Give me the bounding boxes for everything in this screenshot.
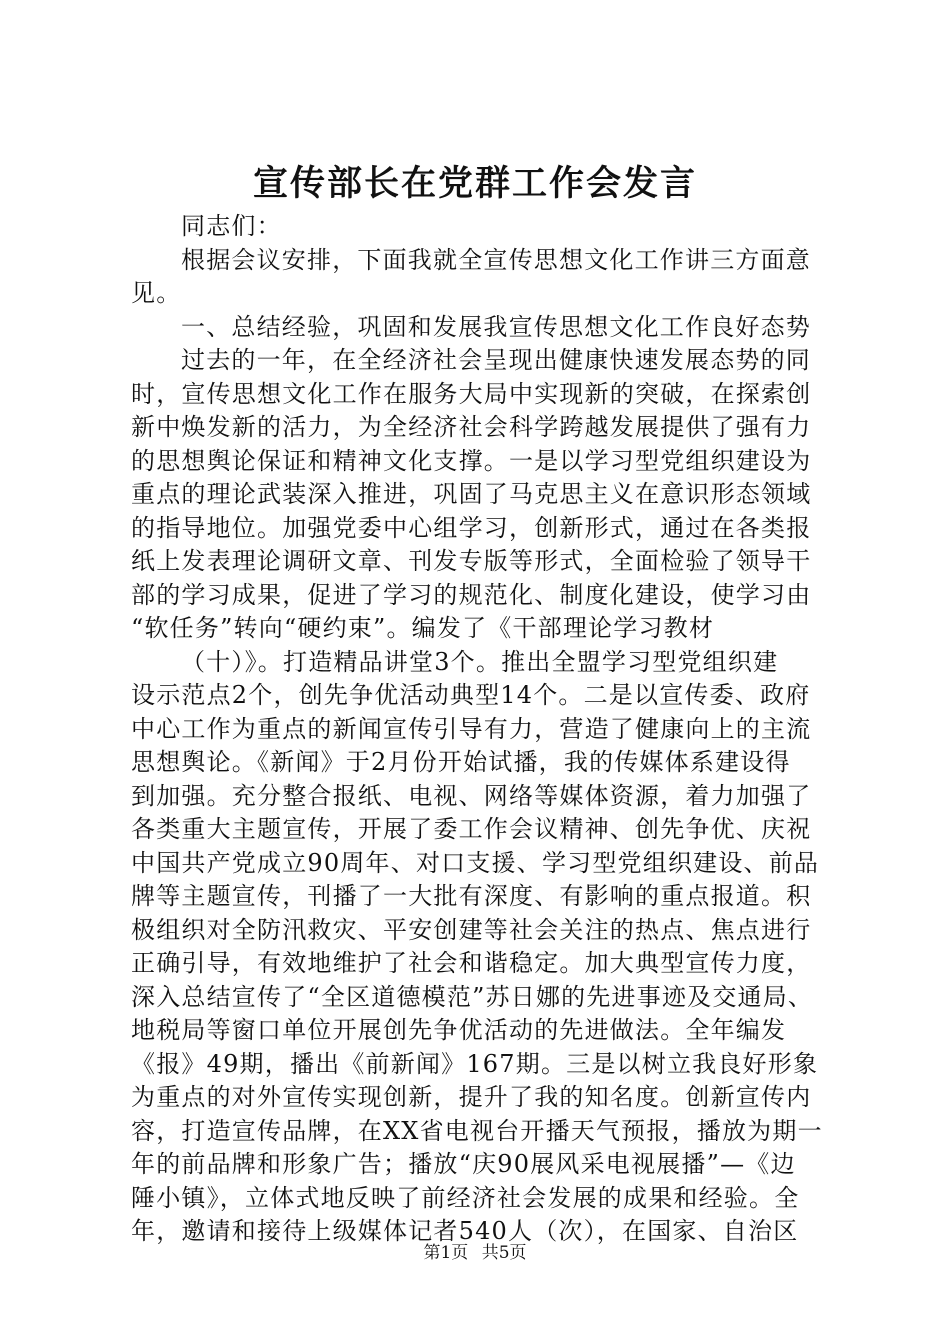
paragraph-line: 纸上发表理论调研文章、刊发专版等形式，全面检验了领导干 [131, 547, 812, 575]
paragraph-line: 时，宣传思想文化工作在服务大局中实现新的突破，在探索创 [131, 379, 812, 408]
section-heading: 一、总结经验，巩固和发展我宣传思想文化工作良好态势 [181, 312, 811, 341]
document-title: 宣传部长在党群工作会发言 [252, 163, 697, 204]
paragraph-line: 陲小镇》，立体式地反映了前经济社会发展的成果和经验。全 [131, 1183, 800, 1212]
paragraph-line: 极组织对全防汛救灾、平安创建等社会关注的热点、焦点进行 [131, 915, 812, 944]
paragraph-line: 中国共产党成立90周年、对口支援、学习型党组织建设、前品 [131, 848, 820, 877]
paragraph-line: 中心工作为重点的新闻宣传引导有力，营造了健康向上的主流 [131, 714, 812, 743]
paragraph-line: 同志们： [181, 212, 282, 240]
paragraph-line: 根据会议安排，下面我就全宣传思想文化工作讲三方面意 [181, 245, 811, 274]
paragraph-line: 各类重大主题宣传，开展了委工作会议精神、创先争优、庆祝 [131, 815, 812, 843]
paragraph-line: 年，邀请和接待上级媒体记者540人（次），在国家、自治区 [131, 1217, 799, 1245]
paragraph-line: （十）》。打造精品讲堂3个。推出全盟学习型党组织建 [181, 647, 779, 676]
paragraph-line: 到加强。充分整合报纸、电视、网络等媒体资源，着力加强了 [131, 781, 812, 810]
page-footer [0, 1241, 950, 1265]
paragraph-line: 容，打造宣传品牌，在XX省电视台开播天气预报，播放为期一 [131, 1116, 823, 1145]
paragraph-line: 《报》49期，播出《前新闻》167期。三是以树立我良好形象 [131, 1049, 819, 1078]
paragraph-line: 见。 [131, 279, 182, 307]
paragraph-line: 牌等主题宣传，刊播了一大批有深度、有影响的重点报道。积 [131, 882, 812, 910]
paragraph-line: 思想舆论。《新闻》于2月份开始试播，我的传媒体系建设得 [131, 748, 791, 776]
document-body [131, 210, 833, 1249]
paragraph-line: 重点的理论武装深入推进，巩固了马克思主义在意识形态领域 [131, 480, 812, 508]
page-number: 第1页 [423, 1243, 469, 1263]
paragraph-line: 的指导地位。加强党委中心组学习，创新形式，通过在各类报 [131, 513, 812, 542]
paragraph-line: 过去的一年，在全经济社会呈现出健康快速发展态势的同 [181, 346, 811, 374]
paragraph-line: 的思想舆论保证和精神文化支撑。一是以学习型党组织建设为 [131, 446, 812, 475]
page-total: 共5页 [481, 1243, 527, 1263]
paragraph-line: 深入总结宣传了“全区道德模范”苏日娜的先进事迹及交通局、 [131, 982, 814, 1011]
paragraph-line: 为重点的对外宣传实现创新，提升了我的知名度。创新宣传内 [131, 1083, 812, 1111]
paragraph-line: 正确引导，有效地维护了社会和谐稳定。加大典型宣传力度， [131, 949, 812, 977]
paragraph-line: 部的学习成果，促进了学习的规范化、制度化建设，使学习由 [131, 580, 812, 609]
paragraph-line: 年的前品牌和形象广告；播放“庆90展风采电视展播”—《边 [131, 1150, 796, 1178]
paragraph-line: 设示范点2个，创先争优活动典型14个。二是以宣传委、政府 [131, 681, 811, 709]
paragraph-line: 地税局等窗口单位开展创先争优活动的先进做法。全年编发 [131, 1016, 787, 1044]
paragraph-line: “软任务”转向“硬约束”。编发了《干部理论学习教材 [131, 614, 715, 642]
paragraph-line: 新中焕发新的活力，为全经济社会科学跨越发展提供了强有力 [131, 413, 812, 441]
